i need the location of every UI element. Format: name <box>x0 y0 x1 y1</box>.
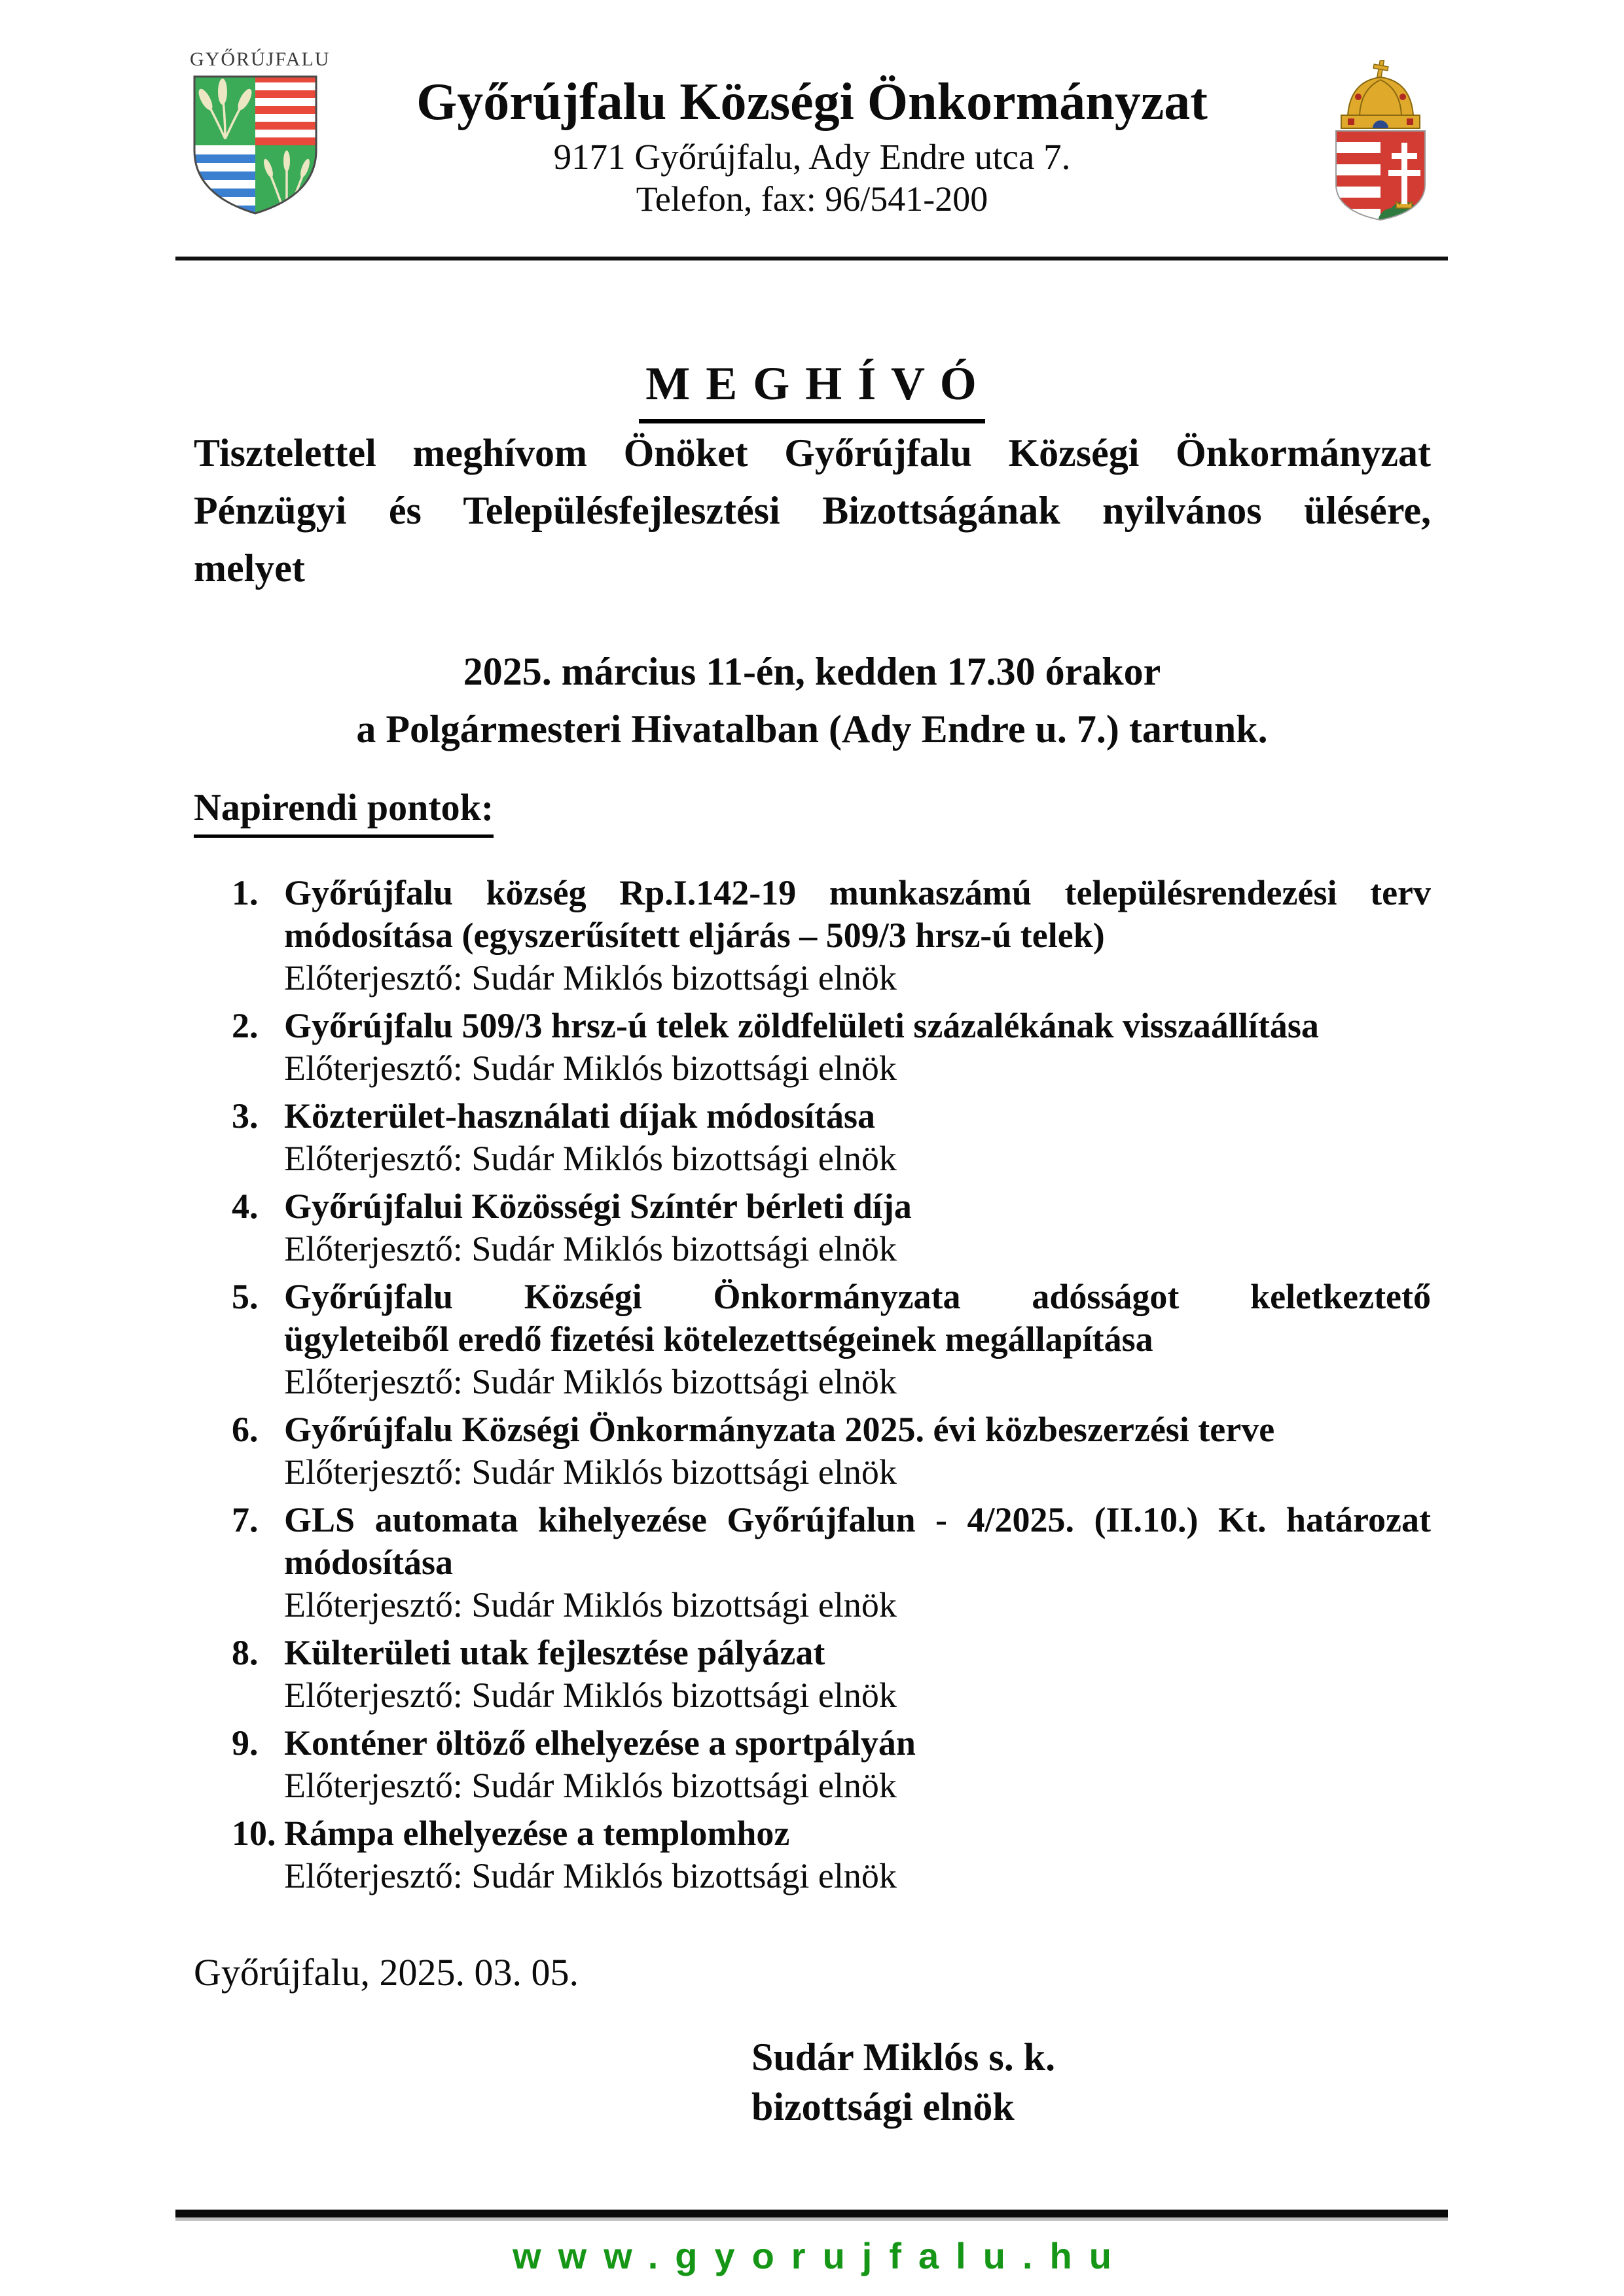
doc-title: M E G H Í V Ó <box>639 357 984 423</box>
agenda-item-title-line: Külterületi utak fejlesztése pályázat <box>284 1633 825 1672</box>
agenda-item <box>194 1499 1431 1626</box>
agenda-list <box>194 872 1431 1903</box>
footer-divider <box>175 2210 1448 2221</box>
agenda-item-presenter: Előterjesztő: Sudár Miklós bizottsági elnök <box>284 1676 897 1715</box>
agenda-item-number: 6. <box>232 1410 259 1449</box>
agenda-item-title-line: Győrújfalu Községi Önkormányzata 2025. évi közbeszerzési terve <box>284 1410 1275 1449</box>
agenda-heading: Napirendi pontok: <box>194 785 494 838</box>
agenda-item <box>194 1005 1431 1090</box>
intro-line: melyet <box>194 547 305 590</box>
agenda-item-number: 3. <box>232 1096 259 1136</box>
agenda-item-number: 5. <box>232 1277 259 1316</box>
signature-block <box>751 2032 1055 2132</box>
agenda-item-presenter: Előterjesztő: Sudár Miklós bizottsági elnök <box>284 1585 897 1624</box>
meeting-when: 2025. március 11-én, kedden 17.30 órakor <box>463 650 1161 693</box>
agenda-item <box>194 1722 1431 1807</box>
agenda-item <box>194 1812 1431 1897</box>
footer <box>0 2234 1624 2277</box>
agenda-item-title-line: módosítása (egyszerűsített eljárás – 509/3 hrsz-ú telek) <box>284 916 1105 955</box>
agenda-item-presenter: Előterjesztő: Sudár Miklós bizottsági elnök <box>284 1362 897 1401</box>
intro-line: Tisztelettel meghívom Önöket Győrújfalu Községi Önkormányzat <box>194 431 1431 475</box>
agenda-item-title-line: ügyleteiből eredő fizetési kötelezettségeinek megállapítása <box>284 1319 1153 1359</box>
agenda-item-title-line: Közterület-használati díjak módosítása <box>284 1096 875 1136</box>
agenda-item-number: 8. <box>232 1633 259 1672</box>
meeting-where: a Polgármesteri Hivatalban (Ady Endre u. 7.) tartunk. <box>356 708 1268 751</box>
agenda-item <box>194 1095 1431 1180</box>
village-crest-label: GYŐRÚJFALU <box>190 48 331 70</box>
agenda-item-presenter: Előterjesztő: Sudár Miklós bizottsági elnök <box>284 958 897 997</box>
agenda-item <box>194 1276 1431 1403</box>
org-address: 9171 Győrújfalu, Ady Endre utca 7. <box>553 137 1071 177</box>
agenda-item <box>194 1185 1431 1270</box>
signature-title: bizottsági elnök <box>751 2085 1015 2128</box>
agenda-item-number: 10. <box>232 1814 276 1853</box>
agenda-item <box>194 872 1431 999</box>
agenda-item-title-line: Győrújfalu község Rp.I.142-19 munkaszámú településrendezési terv <box>284 873 1431 912</box>
doc-title-wrap <box>0 357 1624 423</box>
closing-date: Győrújfalu, 2025. 03. 05. <box>194 1951 579 1994</box>
agenda-item <box>194 1408 1431 1494</box>
agenda-item <box>194 1632 1431 1717</box>
agenda-item-number: 7. <box>232 1500 259 1539</box>
agenda-item-presenter: Előterjesztő: Sudár Miklós bizottsági elnök <box>284 1766 897 1805</box>
agenda-item-presenter: Előterjesztő: Sudár Miklós bizottsági elnök <box>284 1139 897 1178</box>
intro-paragraph <box>194 424 1431 597</box>
agenda-item-title-line: Konténer öltöző elhelyezése a sportpályán <box>284 1723 916 1763</box>
signature-name: Sudár Miklós s. k. <box>751 2036 1056 2079</box>
agenda-heading-wrap <box>194 785 494 838</box>
agenda-item-title-line: GLS automata kihelyezése Győrújfalun - 4/2025. (II.10.) Kt. határozat <box>284 1500 1431 1539</box>
meeting-datetime-block <box>0 643 1624 758</box>
org-name: Győrújfalu Községi Önkormányzat <box>416 73 1208 131</box>
org-phone: Telefon, fax: 96/541-200 <box>636 179 988 219</box>
agenda-item-presenter: Előterjesztő: Sudár Miklós bizottsági elnök <box>284 1049 897 1088</box>
agenda-item-presenter: Előterjesztő: Sudár Miklós bizottsági elnök <box>284 1229 897 1268</box>
agenda-item-number: 9. <box>232 1723 259 1763</box>
intro-line: Pénzügyi és Településfejlesztési Bizottságának nyilvános ülésére, <box>194 489 1431 532</box>
agenda-item-presenter: Előterjesztő: Sudár Miklós bizottsági elnök <box>284 1452 897 1492</box>
agenda-item-title-line: módosítása <box>284 1543 454 1582</box>
agenda-item-title-line: Győrújfalu 509/3 hrsz-ú telek zöldfelületi százalékának visszaállítása <box>284 1006 1319 1045</box>
agenda-item-title-line: Győrújfalu Községi Önkormányzata adósságot keletkeztető <box>284 1277 1431 1316</box>
footer-url: www.gyorujfalu.hu <box>513 2235 1128 2276</box>
agenda-item-number: 2. <box>232 1006 259 1045</box>
agenda-item-presenter: Előterjesztő: Sudár Miklós bizottsági elnök <box>284 1856 897 1895</box>
agenda-item-title-line: Rámpa elhelyezése a templomhoz <box>284 1814 790 1853</box>
agenda-item-number: 4. <box>232 1187 259 1226</box>
agenda-item-title-line: Győrújfalui Közösségi Színtér bérleti díja <box>284 1187 912 1226</box>
header-divider <box>175 257 1448 260</box>
agenda-item-number: 1. <box>232 873 259 912</box>
letterhead <box>0 73 1624 219</box>
